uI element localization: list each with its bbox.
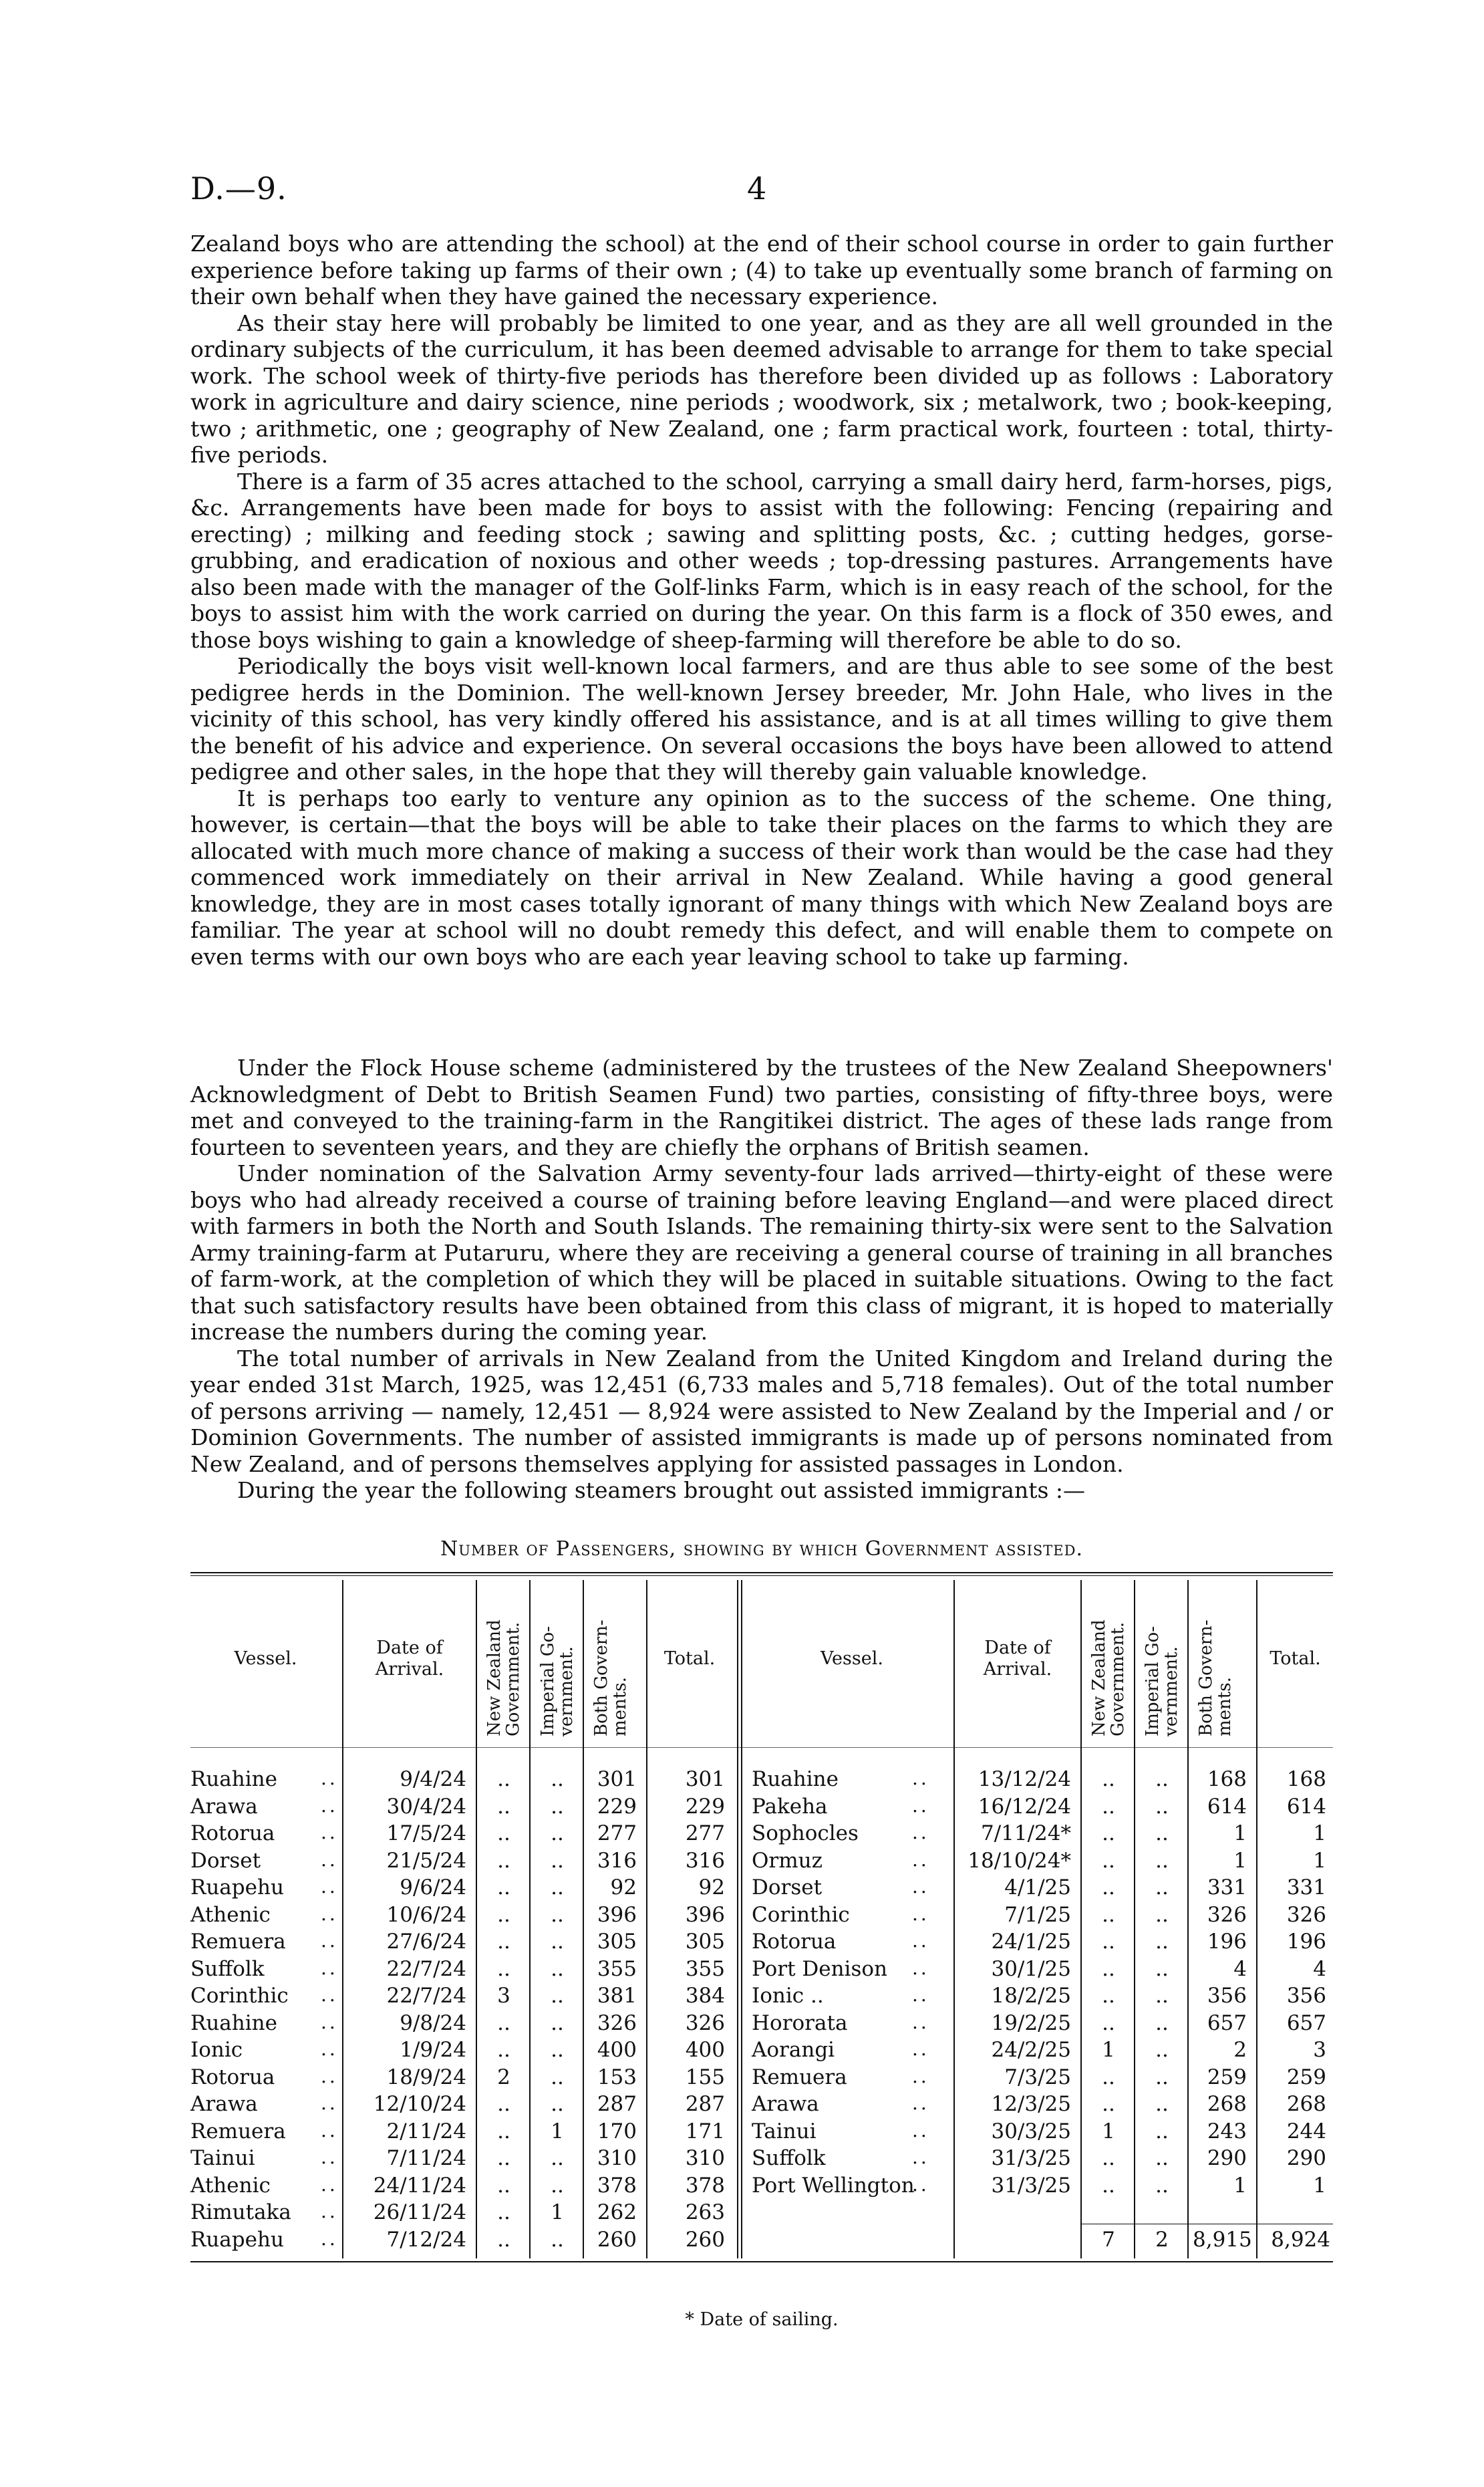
left-imperial-cell: ..: [551, 1794, 564, 1819]
paragraph: There is a farm of 35 acres attached to the school, carrying a small dairy herd, farm-horses, pigs, &c. Arrangements have been made for boys to assist with the following: Fencing (repairing and erecting) ; milking and feeding stock ; sawing and splitting posts, &c. ; cutting hedges, gorse-grubbing, and eradication of noxious and other weeds ; top-dressing pastures. Arrangements have also been made with the manager of the Golf-links Farm, which is in easy reach of the school, for the boys to assist him with the work carried on during the year. On this farm is a flock of 350 ewes, and those boys wishing to gain a knowledge of sheep-farming will therefore be able to do so.: [190, 468, 1333, 653]
left-total-cell: 316: [685, 1848, 725, 1873]
right-nz-cell: ..: [1102, 1956, 1115, 1981]
right-nz-cell: ..: [1102, 1875, 1115, 1900]
left-imperial-cell: ..: [551, 1956, 564, 1981]
right-leader-dots: ..: [912, 1821, 929, 1843]
left-date-cell: 22/7/24: [386, 1984, 466, 2008]
right-imperial-cell: ..: [1155, 1848, 1169, 1873]
right-imperial-cell: ..: [1155, 1794, 1169, 1819]
left-imperial-cell: ..: [551, 1821, 564, 1845]
right-date-cell: 7/3/25: [1004, 2065, 1071, 2089]
left-vessel-cell: Rimutaka: [190, 2200, 291, 2224]
right-nz-cell: ..: [1102, 2173, 1115, 2198]
right-leader-dots: ..: [912, 1956, 929, 1979]
left-both-cell: 310: [597, 2146, 637, 2170]
right-imperial-cell: ..: [1155, 1821, 1169, 1845]
left-leader-dots: ..: [321, 1848, 338, 1871]
right-nz-cell: ..: [1102, 2146, 1115, 2170]
right-date-cell: 7/1/25: [1004, 1902, 1071, 1927]
column-rule: [646, 1580, 647, 2258]
left-vessel-cell: Remuera: [190, 2119, 286, 2143]
right-date-cell: 7/11/24*: [980, 1821, 1071, 1845]
right-nz-cell: ..: [1102, 2065, 1115, 2089]
left-date-cell: 30/4/24: [386, 1794, 466, 1819]
left-both-cell: 378: [597, 2173, 637, 2198]
left-imperial-cell: 1: [551, 2119, 564, 2143]
left-imperial-cell: ..: [551, 2227, 564, 2252]
total-both-cell: 8,915: [1193, 2227, 1252, 2252]
right-total-cell: 4: [1313, 1956, 1326, 1981]
column-rule: [953, 1580, 955, 2258]
right-total-cell: 244: [1286, 2119, 1326, 2143]
right-nz-cell: 1: [1102, 2119, 1115, 2143]
right-leader-dots: ..: [912, 1875, 929, 1897]
right-leader-dots: ..: [912, 1794, 929, 1817]
half-divider-rule: [737, 1580, 738, 2258]
left-leader-dots: ..: [321, 1794, 338, 1817]
right-imperial-cell: ..: [1155, 2119, 1169, 2143]
left-date-cell: 10/6/24: [386, 1902, 466, 1927]
left-leader-dots: ..: [321, 2200, 338, 2222]
paragraph: Under the Flock House scheme (administered by the trustees of the New Zealand Sheepowners' Acknowledgment of Debt to British Seamen Fund) two parties, consisting of fifty-three boys, were met and conveyed to the training-farm in the Rangitikei district. The ages of these lads range from fourteen to seventeen years, and they are chiefly the orphans of British seamen.: [190, 1055, 1333, 1160]
left-leader-dots: ..: [321, 2146, 338, 2168]
right-imperial-cell: ..: [1155, 1984, 1169, 2008]
left-vessel-cell: Corinthic: [190, 1984, 289, 2008]
left-imperial-cell: ..: [551, 2010, 564, 2035]
left-total-cell: 384: [685, 1984, 725, 2008]
left-vessel-cell: Ruapehu: [190, 2227, 284, 2252]
right-total-cell: 3: [1313, 2038, 1326, 2062]
right-both-cell: 1: [1233, 1821, 1247, 1845]
left-total-cell: 400: [685, 2038, 725, 2062]
left-date-cell: 27/6/24: [386, 1930, 466, 1954]
paragraph: Under nomination of the Salvation Army seventy-four lads arrived—thirty-eight of these were boys who had already received a course of training before leaving England—and were placed direct with farmers in both the North and South Islands. The remaining thirty-six were sent to the Salvation Army training-farm at Putaruru, where they are receiving a general course of training in all branches of farm-work, at the completion of which they will be placed in suitable situations. Owing to the fact that such satisfactory results have been obtained from this class of migrant, it is hoped to materially increase the numbers during the coming year.: [190, 1160, 1333, 1345]
left-both-cell: 92: [610, 1875, 637, 1900]
left-leader-dots: ..: [321, 1930, 338, 1952]
right-both-cell: 2: [1233, 2038, 1247, 2062]
left-leader-dots: ..: [321, 2092, 338, 2114]
right-vessel-cell: Dorset: [752, 1875, 823, 1900]
grand-total-cell: 8,924: [1271, 2227, 1330, 2252]
right-vessel-cell: Rotorua: [752, 1930, 837, 1954]
right-vessel-cell: Suffolk: [752, 2146, 826, 2170]
left-nz-cell: ..: [497, 2173, 510, 2198]
left-leader-dots: ..: [321, 2038, 338, 2060]
left-imperial-cell: ..: [551, 2092, 564, 2116]
left-nz-cell: ..: [497, 1930, 510, 1954]
document-reference: D.—9.: [190, 170, 287, 207]
right-both-cell: 356: [1207, 1984, 1247, 2008]
right-vessel-cell: Ionic ..: [752, 1984, 824, 2008]
right-both-cell: 243: [1207, 2119, 1247, 2143]
table-caption: Number of Passengers, showing by which Government assisted.: [440, 1537, 1083, 1561]
text-section-immigration: [190, 1055, 1333, 1504]
right-nz-cell: ..: [1102, 1984, 1115, 2008]
right-imperial-cell: ..: [1155, 1956, 1169, 1981]
right-vessel-cell: Ruahine: [752, 1767, 839, 1791]
left-vessel-cell: Suffolk: [190, 1956, 265, 1981]
left-leader-dots: ..: [321, 1902, 338, 1925]
right-both-cell: 268: [1207, 2092, 1247, 2116]
right-total-cell: 614: [1286, 1794, 1326, 1819]
header-rule: [190, 1747, 1333, 1748]
right-nz-cell: ..: [1102, 1767, 1115, 1791]
left-header-nz: New Zealand Government.: [484, 1619, 523, 1736]
right-leader-dots: ..: [912, 1848, 929, 1871]
right-both-cell: 4: [1233, 1956, 1247, 1981]
left-imperial-cell: ..: [551, 2038, 564, 2062]
left-nz-cell: 2: [497, 2065, 510, 2089]
right-leader-dots: ..: [912, 1902, 929, 1925]
left-header-vessel: Vessel.: [234, 1648, 297, 1669]
right-imperial-cell: ..: [1155, 2010, 1169, 2035]
right-date-cell: 30/1/25: [991, 1956, 1071, 1981]
left-nz-cell: ..: [497, 1794, 510, 1819]
left-date-cell: 9/4/24: [400, 1767, 466, 1791]
right-total-cell: 331: [1286, 1875, 1326, 1900]
right-leader-dots: ..: [912, 2092, 929, 2114]
right-vessel-cell: Port Denison: [752, 1956, 888, 1981]
left-date-cell: 24/11/24: [373, 2173, 466, 2198]
right-total-cell: 1: [1313, 1821, 1326, 1845]
right-date-cell: 24/2/25: [991, 2038, 1071, 2062]
left-leader-dots: ..: [321, 2065, 338, 2087]
left-total-cell: 229: [685, 1794, 725, 1819]
right-vessel-cell: Remuera: [752, 2065, 847, 2089]
right-nz-cell: ..: [1102, 1902, 1115, 1927]
left-imperial-cell: ..: [551, 2065, 564, 2089]
half-divider-rule: [741, 1580, 742, 2258]
right-leader-dots: ..: [912, 1984, 929, 2006]
left-total-cell: 355: [685, 1956, 725, 1981]
right-both-cell: 657: [1207, 2010, 1247, 2035]
right-leader-dots: ..: [912, 2038, 929, 2060]
footnote: * Date of sailing.: [685, 2309, 839, 2330]
right-date-cell: 12/3/25: [991, 2092, 1071, 2116]
left-leader-dots: ..: [321, 2010, 338, 2033]
right-nz-cell: ..: [1102, 1821, 1115, 1845]
right-date-cell: 4/1/25: [1004, 1875, 1071, 1900]
left-nz-cell: ..: [497, 2227, 510, 2252]
right-vessel-cell: Corinthic: [752, 1902, 850, 1927]
left-date-cell: 17/5/24: [386, 1821, 466, 1845]
left-total-cell: 171: [685, 2119, 725, 2143]
left-header-both: Both Govern- ments.: [591, 1619, 630, 1736]
left-both-cell: 396: [597, 1902, 637, 1927]
right-vessel-cell: Pakeha: [752, 1794, 828, 1819]
right-header-total: Total.: [1270, 1648, 1321, 1669]
left-total-cell: 301: [685, 1767, 725, 1791]
left-nz-cell: ..: [497, 1767, 510, 1791]
paragraph: As their stay here will probably be limited to one year, and as they are all well grounded in the ordinary subjects of the curriculum, it has been deemed advisable to arrange for them to take special work. The school week of thirty-five periods has therefore been divided up as follows : Laboratory work in agriculture and dairy science, nine periods ; woodwork, six ; metalwork, two ; book-keeping, two ; arithmetic, one ; geography of New Zealand, one ; farm practical work, fourteen : total, thirty-five periods.: [190, 309, 1333, 468]
right-header-vessel: Vessel.: [821, 1648, 883, 1669]
left-both-cell: 316: [597, 1848, 637, 1873]
left-date-cell: 12/10/24: [373, 2092, 466, 2116]
left-vessel-cell: Rotorua: [190, 2065, 275, 2089]
right-leader-dots: ..: [912, 1930, 929, 1952]
right-imperial-cell: ..: [1155, 2038, 1169, 2062]
right-both-cell: 1: [1233, 2173, 1247, 2198]
left-header-imperial: Imperial Go- vernment.: [538, 1626, 577, 1736]
right-date-cell: 24/1/25: [991, 1930, 1071, 1954]
left-vessel-cell: Ruahine: [190, 2010, 277, 2035]
right-total-cell: 1: [1313, 2173, 1326, 2198]
left-nz-cell: ..: [497, 2146, 510, 2170]
left-date-cell: 9/6/24: [400, 1875, 466, 1900]
left-date-cell: 22/7/24: [386, 1956, 466, 1981]
right-header-both: Both Govern- ments.: [1196, 1619, 1235, 1736]
left-leader-dots: ..: [321, 1767, 338, 1789]
left-nz-cell: ..: [497, 1902, 510, 1927]
left-vessel-cell: Rotorua: [190, 1821, 275, 1845]
total-nz-cell: 7: [1102, 2227, 1115, 2252]
left-date-cell: 21/5/24: [386, 1848, 466, 1873]
left-both-cell: 262: [597, 2200, 637, 2224]
left-leader-dots: ..: [321, 2173, 338, 2196]
right-vessel-cell: Tainui: [752, 2119, 817, 2143]
right-total-cell: 1: [1313, 1848, 1326, 1873]
right-nz-cell: ..: [1102, 2010, 1115, 2035]
table-top-rule: [190, 1572, 1333, 1573]
right-nz-cell: 1: [1102, 2038, 1115, 2062]
left-both-cell: 277: [597, 1821, 637, 1845]
right-imperial-cell: ..: [1155, 2092, 1169, 2116]
left-total-cell: 260: [685, 2227, 725, 2252]
left-total-cell: 396: [685, 1902, 725, 1927]
right-total-cell: 168: [1286, 1767, 1326, 1791]
passenger-table: [190, 1572, 1333, 2294]
left-date-cell: 1/9/24: [400, 2038, 466, 2062]
left-nz-cell: ..: [497, 2119, 510, 2143]
right-both-cell: 614: [1207, 1794, 1247, 1819]
left-nz-cell: ..: [497, 1875, 510, 1900]
left-vessel-cell: Ruapehu: [190, 1875, 284, 1900]
left-imperial-cell: ..: [551, 2146, 564, 2170]
left-imperial-cell: ..: [551, 1767, 564, 1791]
left-imperial-cell: ..: [551, 1902, 564, 1927]
left-header-total: Total.: [663, 1648, 716, 1669]
paragraph: The total number of arrivals in New Zealand from the United Kingdom and Ireland during the year ended 31st March, 1925, was 12,451 (6,733 males and 5,718 females). Out of the total number of persons arriving — namely, 12,451 — 8,924 were assisted to New Zealand by the Imperial and / or Dominion Governments. The number of assisted immigrants is made up of persons nominated from New Zealand, and of persons themselves applying for assisted passages in London.: [190, 1345, 1333, 1477]
left-total-cell: 305: [685, 1930, 725, 1954]
left-total-cell: 378: [685, 2173, 725, 2198]
left-imperial-cell: ..: [551, 1984, 564, 2008]
paragraph: Zealand boys who are attending the school) at the end of their school course in order to gain further experience before taking up farms of their own ; (4) to take up eventually some branch of farming on their own behalf when they have gained the necessary experience.: [190, 231, 1333, 309]
left-vessel-cell: Arawa: [190, 1794, 258, 1819]
left-vessel-cell: Remuera: [190, 1930, 286, 1954]
left-total-cell: 263: [685, 2200, 725, 2224]
column-rule: [1256, 1580, 1257, 2258]
right-leader-dots: ..: [912, 2146, 929, 2168]
right-vessel-cell: Port Wellington: [752, 2173, 915, 2198]
left-total-cell: 277: [685, 1821, 725, 1845]
left-vessel-cell: Tainui: [190, 2146, 255, 2170]
right-header-nz: New Zealand Government.: [1089, 1619, 1128, 1736]
left-nz-cell: ..: [497, 1848, 510, 1873]
left-total-cell: 326: [685, 2010, 725, 2035]
right-header-imperial: Imperial Go- vernment.: [1143, 1626, 1181, 1736]
left-nz-cell: ..: [497, 2092, 510, 2116]
right-date-cell: 16/12/24: [978, 1794, 1071, 1819]
left-date-cell: 18/9/24: [386, 2065, 466, 2089]
left-date-cell: 9/8/24: [400, 2010, 466, 2035]
table-top-rule: [190, 1575, 1333, 1576]
paragraph: During the year the following steamers brought out assisted immigrants :—: [237, 1477, 1086, 1503]
text-section-training-farm: [190, 231, 1333, 970]
left-imperial-cell: ..: [551, 1848, 564, 1873]
right-both-cell: 1: [1233, 1848, 1247, 1873]
left-both-cell: 355: [597, 1956, 637, 1981]
right-leader-dots: ..: [912, 1767, 929, 1789]
right-vessel-cell: Arawa: [752, 2092, 819, 2116]
right-leader-dots: ..: [912, 2010, 929, 2033]
right-imperial-cell: ..: [1155, 1767, 1169, 1791]
left-nz-cell: ..: [497, 2200, 510, 2224]
paragraph: Periodically the boys visit well-known local farmers, and are thus able to see some of the best pedigree herds in the Dominion. The well-known Jersey breeder, Mr. John Hale, who lives in the vicinity of this school, has very kindly offered his assistance, and is at all times willing to give them the benefit of his advice and experience. On several occasions the boys have been allowed to attend pedigree and other sales, in the hope that they will thereby gain valuable knowledge.: [190, 653, 1333, 785]
page-number: 4: [747, 170, 767, 207]
left-leader-dots: ..: [321, 1984, 338, 2006]
paragraph: It is perhaps too early to venture any opinion as to the success of the scheme. One thing, however, is certain—that the boys will be able to take their places on the farms to which they are allocated with much more chance of making a success of their work than would be the case had they commenced work immediately on their arrival in New Zealand. While having a good general knowledge, they are in most cases totally ignorant of many things with which New Zealand boys are familiar. The year at school will no doubt remedy this defect, and will enable them to compete on even terms with our own boys who are each year leaving school to take up farming.: [190, 785, 1333, 970]
right-total-cell: 196: [1286, 1930, 1326, 1954]
left-both-cell: 305: [597, 1930, 637, 1954]
left-nz-cell: ..: [497, 2038, 510, 2062]
column-rule: [342, 1580, 343, 2258]
right-imperial-cell: ..: [1155, 2173, 1169, 2198]
right-imperial-cell: ..: [1155, 1875, 1169, 1900]
left-both-cell: 153: [597, 2065, 637, 2089]
right-date-cell: 19/2/25: [991, 2010, 1071, 2035]
left-imperial-cell: ..: [551, 1930, 564, 1954]
left-leader-dots: ..: [321, 2119, 338, 2141]
left-nz-cell: 3: [497, 1984, 510, 2008]
right-total-cell: 290: [1286, 2146, 1326, 2170]
right-total-cell: 259: [1286, 2065, 1326, 2089]
left-total-cell: 287: [685, 2092, 725, 2116]
left-vessel-cell: Ionic: [190, 2038, 243, 2062]
right-both-cell: 331: [1207, 1875, 1247, 1900]
right-total-cell: 268: [1286, 2092, 1326, 2116]
right-date-cell: 18/2/25: [991, 1984, 1071, 2008]
right-vessel-cell: Sophocles: [752, 1821, 859, 1845]
right-date-cell: 18/10/24*: [968, 1848, 1071, 1873]
left-total-cell: 92: [698, 1875, 725, 1900]
left-date-cell: 2/11/24: [386, 2119, 466, 2143]
right-both-cell: 168: [1207, 1767, 1247, 1791]
left-both-cell: 170: [597, 2119, 637, 2143]
left-leader-dots: ..: [321, 1821, 338, 1843]
right-both-cell: 326: [1207, 1902, 1247, 1927]
left-both-cell: 381: [597, 1984, 637, 2008]
right-leader-dots: ..: [912, 2065, 929, 2087]
left-vessel-cell: Athenic: [190, 2173, 271, 2198]
left-date-cell: 7/11/24: [386, 2146, 466, 2170]
right-total-cell: 326: [1286, 1902, 1326, 1927]
right-date-cell: 13/12/24: [978, 1767, 1071, 1791]
right-vessel-cell: Hororata: [752, 2010, 848, 2035]
left-nz-cell: ..: [497, 1821, 510, 1845]
left-leader-dots: ..: [321, 1875, 338, 1897]
right-nz-cell: ..: [1102, 1848, 1115, 1873]
left-leader-dots: ..: [321, 1956, 338, 1979]
right-nz-cell: ..: [1102, 1930, 1115, 1954]
right-vessel-cell: Aorangi: [752, 2038, 835, 2062]
right-imperial-cell: ..: [1155, 1902, 1169, 1927]
left-vessel-cell: Ruahine: [190, 1767, 277, 1791]
right-date-cell: 31/3/25: [991, 2173, 1071, 2198]
right-both-cell: 196: [1207, 1930, 1247, 1954]
right-imperial-cell: ..: [1155, 1930, 1169, 1954]
left-both-cell: 400: [597, 2038, 637, 2062]
right-nz-cell: ..: [1102, 1794, 1115, 1819]
right-leader-dots: ..: [912, 2119, 929, 2141]
right-total-cell: 657: [1286, 2010, 1326, 2035]
left-imperial-cell: ..: [551, 2173, 564, 2198]
left-nz-cell: ..: [497, 2010, 510, 2035]
left-vessel-cell: Arawa: [190, 2092, 258, 2116]
right-both-cell: 259: [1207, 2065, 1247, 2089]
left-total-cell: 310: [685, 2146, 725, 2170]
left-leader-dots: ..: [321, 2227, 338, 2250]
left-imperial-cell: 1: [551, 2200, 564, 2224]
left-header-date: Date of Arrival.: [375, 1638, 444, 1680]
left-both-cell: 326: [597, 2010, 637, 2035]
left-nz-cell: ..: [497, 1956, 510, 1981]
left-both-cell: 287: [597, 2092, 637, 2116]
left-vessel-cell: Dorset: [190, 1848, 261, 1873]
total-imperial-cell: 2: [1155, 2227, 1169, 2252]
left-date-cell: 7/12/24: [386, 2227, 466, 2252]
right-vessel-cell: Ormuz: [752, 1848, 823, 1873]
right-total-cell: 356: [1286, 1984, 1326, 2008]
table-bottom-rule: [190, 2261, 1333, 2262]
right-imperial-cell: ..: [1155, 2065, 1169, 2089]
left-total-cell: 155: [685, 2065, 725, 2089]
right-header-date: Date of Arrival.: [983, 1638, 1052, 1680]
left-date-cell: 26/11/24: [373, 2200, 466, 2224]
right-leader-dots: ..: [912, 2173, 929, 2196]
left-both-cell: 229: [597, 1794, 637, 1819]
right-both-cell: 290: [1207, 2146, 1247, 2170]
left-both-cell: 260: [597, 2227, 637, 2252]
left-vessel-cell: Athenic: [190, 1902, 271, 1927]
right-nz-cell: ..: [1102, 2092, 1115, 2116]
left-both-cell: 301: [597, 1767, 637, 1791]
right-date-cell: 31/3/25: [991, 2146, 1071, 2170]
right-date-cell: 30/3/25: [991, 2119, 1071, 2143]
right-imperial-cell: ..: [1155, 2146, 1169, 2170]
left-imperial-cell: ..: [551, 1875, 564, 1900]
